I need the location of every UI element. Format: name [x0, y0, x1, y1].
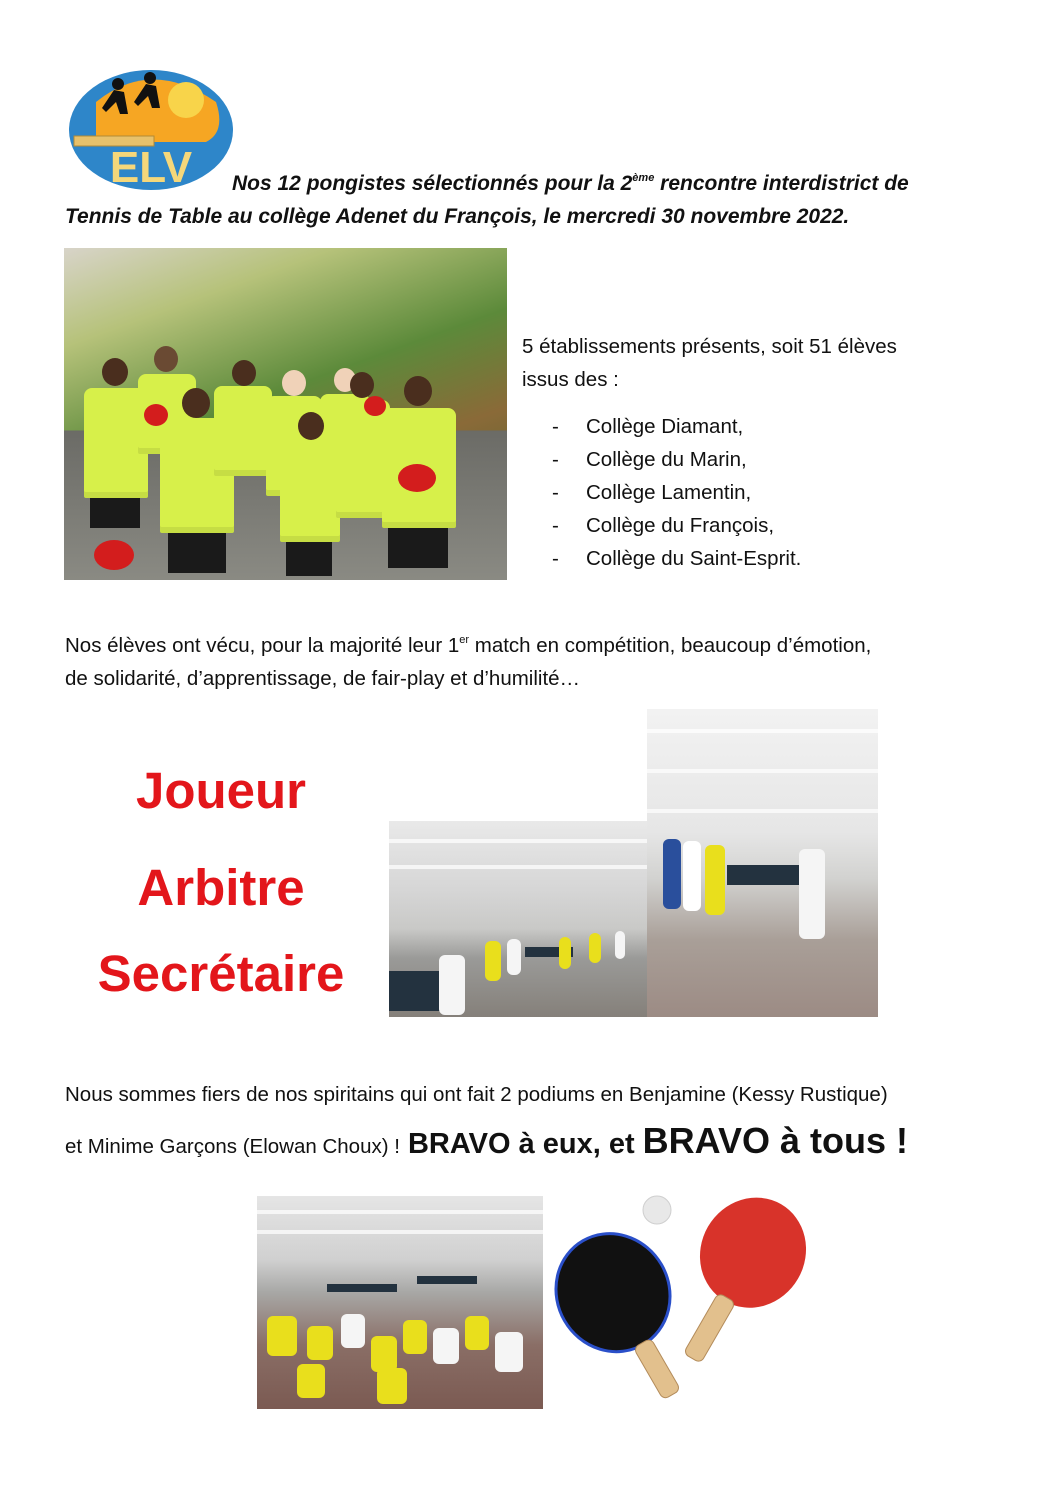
bravo-text-2: BRAVO à tous !	[642, 1120, 909, 1161]
group-photo	[257, 1196, 543, 1409]
intro-text	[522, 330, 962, 396]
school-logo	[66, 62, 236, 192]
list-item: - Collège Diamant,	[552, 415, 744, 438]
sports-hall-photo-2	[647, 709, 878, 1017]
list-item: - Collège Lamentin,	[552, 481, 752, 504]
ping-pong-paddles-icon	[553, 1190, 813, 1400]
intro-line-2: issus des :	[522, 368, 619, 391]
list-item: - Collège du François,	[552, 514, 775, 537]
team-photo	[64, 248, 507, 580]
bravo-text-1: BRAVO à eux, et	[407, 1128, 635, 1160]
intro-line-1: 5 établissements présents, soit 51 élèves	[522, 335, 897, 358]
title-line-1: Nos 12 pongistes sélectionnés pour la 2ème rencontre interdistrict de	[232, 172, 909, 195]
sports-hall-photo-1	[389, 821, 647, 1017]
role-word-secretaire: Secrétaire	[97, 945, 345, 1002]
role-word-arbitre: Arbitre	[137, 859, 305, 916]
title-line-2: Tennis de Table au collège Adenet du François, le mercredi 30 novembre 2022.	[65, 205, 850, 228]
paragraph-2-line-2: et Minime Garçons (Elowan Choux) ! BRAVO à eux, et BRAVO à tous !	[65, 1120, 909, 1161]
list-item: - Collège du Saint-Esprit.	[552, 547, 802, 570]
paragraph-2-line-1: Nous sommes fiers de nos spiritains qui ont fait 2 podiums en Benjamine (Kessy Rustique)	[65, 1083, 888, 1106]
list-item: - Collège du Marin,	[552, 448, 747, 471]
college-list	[552, 410, 801, 575]
logo-text: ELV	[109, 143, 193, 192]
paragraph-1: Nos élèves ont vécu, pour la majorité leur 1er match en compétition, beaucoup d’émotion, de solidarité, d’apprentissage, de fair-play et d’humilité…	[65, 634, 872, 690]
role-word-joueur: Joueur	[135, 762, 307, 819]
